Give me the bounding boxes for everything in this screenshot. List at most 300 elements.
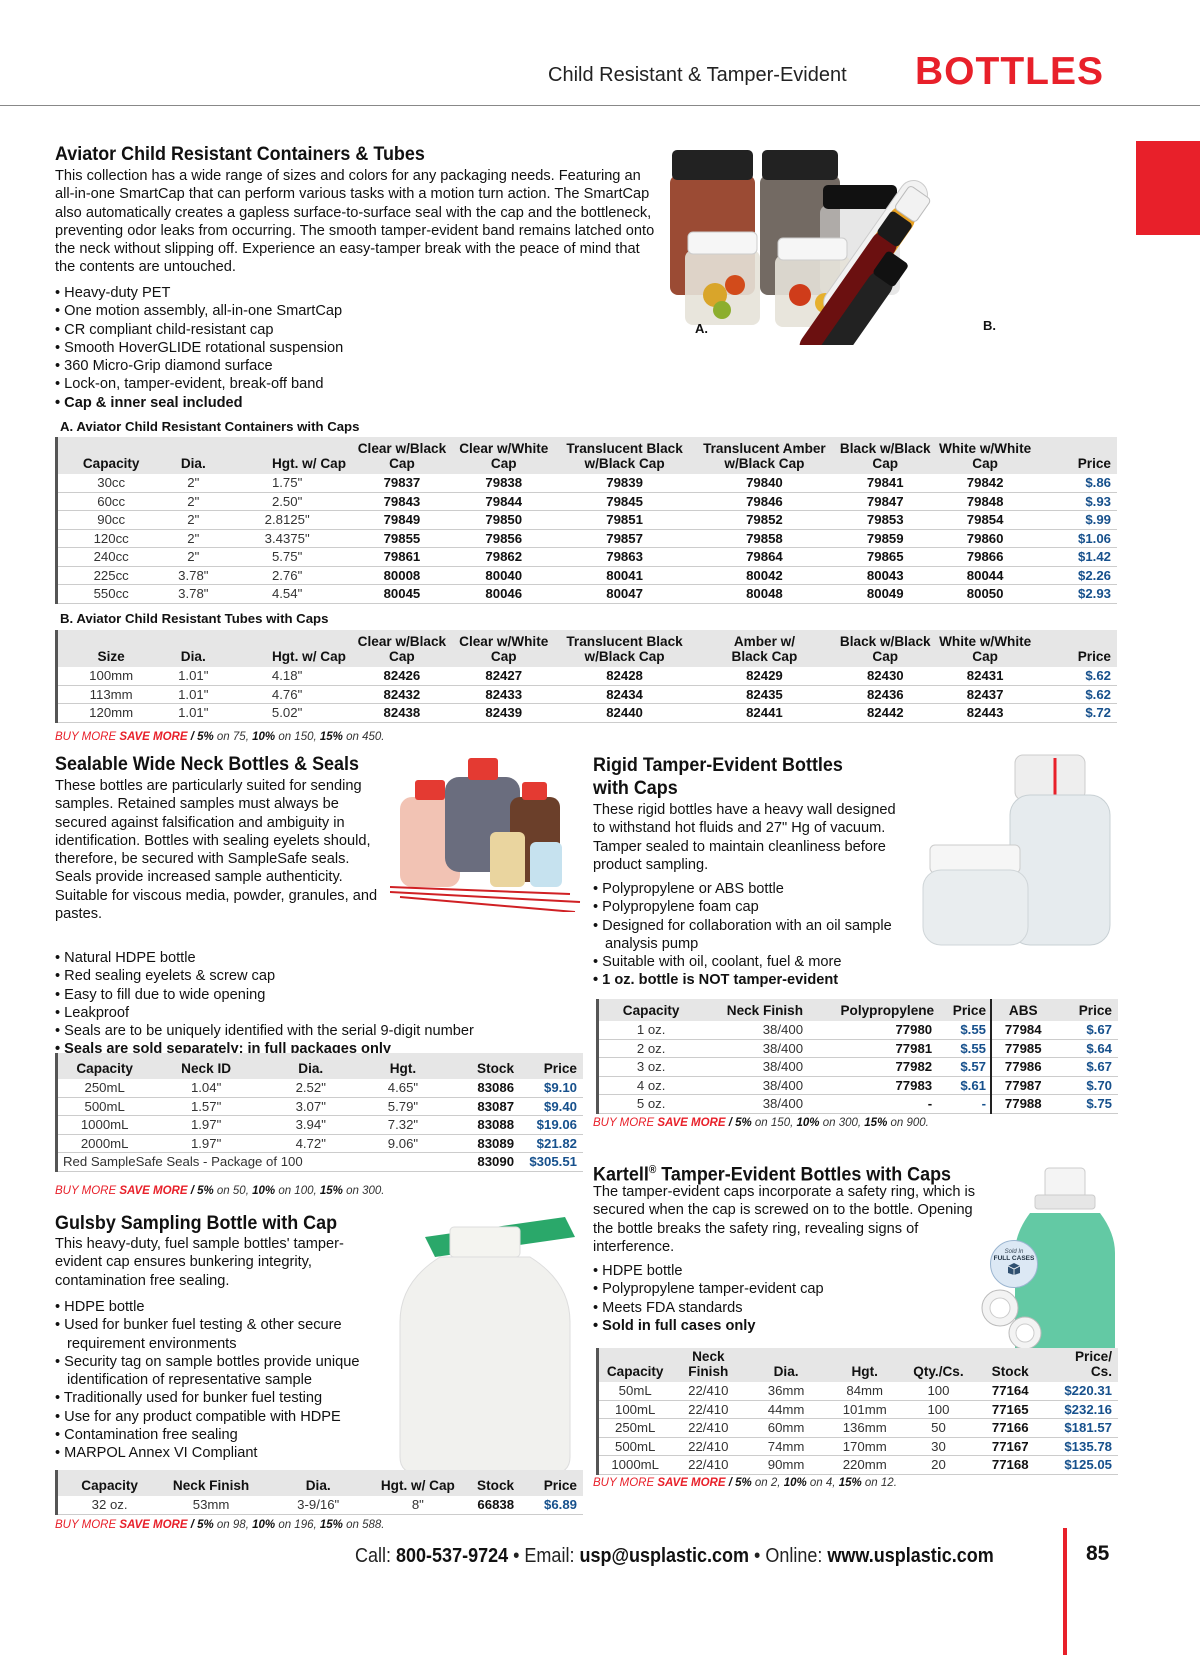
table-cell: 82436: [866, 686, 904, 702]
table-cell: 79855: [383, 530, 421, 546]
table-cell: $2.26: [1077, 567, 1111, 583]
table-cell: 250mL: [84, 1080, 125, 1095]
col-header: Capacity: [81, 1478, 138, 1493]
list-item: • Security tag on sample bottles provide unique identification of representative sample: [55, 1353, 400, 1390]
col-header: Stock: [477, 1478, 515, 1493]
table-cell: 79864: [746, 549, 783, 564]
table-cell: 77166: [991, 1420, 1029, 1435]
list-item: • Traditionally used for bunker fuel testing: [55, 1389, 400, 1407]
list-item: • MARPOL Annex VI Compliant: [55, 1444, 400, 1462]
table-cell: 79862: [485, 549, 523, 564]
table-cell: 79840: [746, 475, 783, 490]
table-cell: 7.32": [387, 1117, 419, 1132]
table-cell: 79852: [746, 512, 783, 527]
aviator-tubes-table: [55, 630, 1117, 723]
table-cell: 82432: [383, 686, 421, 702]
table-cell: $19.06: [536, 1117, 577, 1132]
table-cell: 53mm: [192, 1497, 230, 1512]
table-row: [57, 1097, 584, 1116]
table-cell: 79859: [866, 530, 904, 546]
table-cell: 79839: [606, 475, 643, 490]
list-item: • Red sealing eyelets & screw cap: [55, 967, 575, 985]
table-cell: 66838: [477, 1497, 515, 1512]
gulsby-features: [55, 1298, 400, 1463]
list-item: • Leakproof: [55, 1004, 575, 1022]
image-label-b: B.: [983, 318, 996, 333]
table-cell: 90cc: [97, 512, 126, 527]
table-cell: 60mm: [767, 1420, 805, 1435]
table-cell: 225cc: [93, 567, 129, 583]
table-cell: 1.01": [178, 705, 209, 720]
buy-more-note: BUY MORE SAVE MORE / 5% on 50, 10% on 100, 15% on 300.: [55, 1185, 385, 1197]
table-cell: 4.18": [271, 668, 303, 683]
table-cell: 83088: [477, 1117, 515, 1132]
table-cell: 1.97": [190, 1117, 222, 1132]
table-cell: 80040: [485, 567, 523, 583]
table-cell: 77164: [991, 1383, 1029, 1398]
list-item: • Natural HDPE bottle: [55, 949, 575, 967]
table-cell: $125.05: [1064, 1457, 1112, 1472]
col-header: Price/ Cs.: [1074, 1349, 1112, 1379]
col-header: Price: [938, 999, 991, 1021]
table-cell: 79854: [966, 512, 1004, 527]
table-cell: 80050: [966, 586, 1004, 601]
col-header: Hgt.: [851, 1364, 878, 1379]
table-cell: 36mm: [767, 1383, 805, 1398]
table-cell: 38/400: [762, 1096, 804, 1111]
col-header: Clear w/Black Cap: [357, 634, 447, 664]
table-cell: 1.01": [178, 686, 209, 702]
table-cell: 77168: [991, 1457, 1029, 1472]
kartell-description: The tamper-evident caps incorporate a safety ring, which is secured when the cap is screwed on to the bottle. Opening the bottle breaks the safety ring, revealing signs of interference.: [593, 1184, 976, 1255]
table-cell: $2.93: [1077, 586, 1111, 601]
table-cell: 3.78": [178, 567, 209, 583]
table-cell: 1000mL: [611, 1457, 659, 1472]
col-header: Capacity: [82, 456, 140, 471]
table-row: [598, 1095, 1119, 1114]
table-cell: 2 oz.: [636, 1040, 666, 1056]
col-header: White w/White Cap: [939, 441, 1032, 471]
table-cell: 101mm: [842, 1401, 887, 1417]
col-header: Amber w/ Black Cap: [731, 634, 798, 664]
table-cell: 22/410: [688, 1420, 729, 1435]
table-cell: 82440: [606, 705, 643, 720]
table-cell: 38/400: [762, 1077, 804, 1093]
table-cell: 1000mL: [80, 1117, 129, 1132]
full-cases-badge: Sold In FULL CASES: [990, 1240, 1038, 1288]
col-header: Translucent Amber w/Black Cap: [703, 441, 826, 471]
table-cell: 79850: [485, 512, 523, 527]
seal-price: $305.51: [529, 1154, 577, 1169]
col-header: ABS: [1008, 1003, 1038, 1018]
table-cell: -: [927, 1096, 933, 1111]
table-cell: 1.04": [190, 1080, 222, 1095]
table-row: [57, 529, 1118, 548]
table-cell: 82429: [746, 668, 783, 683]
col-header: Black w/Black Cap: [839, 634, 931, 664]
table-cell: $135.78: [1064, 1438, 1112, 1454]
col-header: Price: [543, 1061, 577, 1076]
table-cell: 77983: [895, 1077, 933, 1093]
table-cell: 4 oz.: [636, 1077, 666, 1093]
table-cell: 32 oz.: [91, 1497, 128, 1512]
aviator-title: Aviator Child Resistant Containers & Tubes: [55, 143, 425, 165]
table-cell: 30cc: [97, 475, 126, 490]
table-row: [598, 1039, 1119, 1058]
table-cell: 77986: [1004, 1059, 1042, 1074]
kartell-table: [596, 1348, 1118, 1475]
page-number: 85: [1086, 1542, 1110, 1565]
table-cell: 1.01": [178, 668, 209, 683]
table-row: [57, 667, 1118, 685]
table-cell: 2.8125": [264, 512, 310, 527]
table-row: [57, 511, 1118, 530]
table-cell: 79851: [606, 512, 643, 527]
table-row: [57, 474, 1118, 492]
table-cell: 4.54": [271, 586, 303, 601]
table-cell: 38/400: [762, 1040, 804, 1056]
table-cell: $.75: [1086, 1096, 1112, 1111]
table-cell: $220.31: [1064, 1383, 1112, 1398]
table-cell: 50mL: [618, 1383, 652, 1398]
table-body: [57, 474, 1118, 603]
sealable-features: [55, 949, 575, 1059]
contact-footer: Call: 800-537-9724 • Email: usp@usplastic.com • Online: www.usplastic.com: [355, 1545, 994, 1567]
table-cell: 79846: [746, 493, 783, 509]
col-header: Dia.: [305, 1478, 331, 1493]
table-cell: 83086: [477, 1080, 515, 1095]
col-header: Price: [1077, 456, 1111, 471]
table-cell: $9.40: [543, 1098, 577, 1114]
table-body: [57, 1496, 584, 1514]
sealable-description: These bottles are particularly suited for sending samples. Retained samples must always be secured against falsification and ambiguity in identification. Bottles with sealing eyelets should, therefore, be secured with SampleSafe seals. Seals provide increased sample authenticity. Suitable for viscous media, powder, granules, and pastes.: [55, 778, 378, 923]
col-header: Clear w/White Cap: [459, 634, 549, 664]
table-row: [598, 1058, 1119, 1077]
col-header: Translucent Black w/Black Cap: [566, 441, 683, 471]
table-row: [598, 1076, 1119, 1095]
table-cell: $.99: [1085, 512, 1111, 527]
table-row: [57, 1134, 584, 1153]
col-header: Hgt. w/ Cap: [380, 1478, 455, 1493]
col-header: Dia.: [180, 649, 206, 664]
col-header: Price: [1077, 649, 1111, 664]
col-header: Hgt.: [389, 1061, 417, 1076]
table-cell: 82442: [866, 705, 904, 720]
table-cell: 79843: [383, 493, 421, 509]
table-row: [598, 1021, 1119, 1039]
table-cell: 38/400: [762, 1022, 804, 1037]
col-header: Dia.: [298, 1061, 324, 1076]
table-row: [598, 1437, 1119, 1456]
table-cell: $.72: [1085, 705, 1111, 720]
list-item: • Lock-on, tamper-evident, break-off band: [55, 375, 655, 393]
table-cell: 79866: [966, 549, 1004, 564]
col-header: Black w/Black Cap: [839, 441, 931, 471]
table-cell: $232.16: [1064, 1401, 1112, 1417]
table-cell: 113mm: [89, 686, 133, 702]
list-item: • One motion assembly, all-in-one SmartCap: [55, 302, 655, 320]
col-header: White w/White Cap: [939, 634, 1032, 664]
table-row: [57, 492, 1118, 511]
table-cell: 5.79": [387, 1098, 419, 1114]
table-cell: 82428: [606, 668, 643, 683]
seal-label: Red SampleSafe Seals - Package of 100: [63, 1154, 303, 1169]
col-header: Capacity: [622, 1003, 680, 1018]
section-subtitle: Child Resistant & Tamper-Evident: [548, 64, 847, 86]
table-cell: 22/410: [688, 1383, 729, 1398]
table-cell: 3.78": [178, 586, 209, 601]
table-cell: 77984: [1004, 1022, 1042, 1037]
table-cell: 77165: [991, 1401, 1029, 1417]
table-row: [598, 1382, 1119, 1400]
table-cell: 79842: [966, 475, 1004, 490]
table-cell: 4.65": [387, 1080, 419, 1095]
table-cell: 4.72": [295, 1135, 326, 1151]
list-item: • Designed for collaboration with an oil sample analysis pump: [593, 917, 893, 954]
gulsby-table: [55, 1470, 583, 1515]
table-cell: 220mm: [842, 1457, 887, 1472]
table-cell: 38/400: [762, 1059, 804, 1074]
image-label-a: A.: [695, 321, 708, 336]
table-cell: 80008: [383, 567, 421, 583]
table-cell: 2": [187, 530, 200, 546]
table-cell: 79863: [606, 549, 643, 564]
table-cell: 83089: [477, 1135, 515, 1151]
table-cell: 2": [187, 512, 200, 527]
table-cell: 82438: [383, 705, 421, 720]
table-cell: 82431: [966, 668, 1004, 683]
list-item: • Contamination free sealing: [55, 1426, 400, 1444]
table-cell: 30: [931, 1438, 946, 1454]
table-cell: $181.57: [1064, 1420, 1112, 1435]
table-cell: 136mm: [842, 1420, 887, 1435]
rigid-table: [596, 999, 1118, 1114]
table-cell: 80042: [746, 567, 783, 583]
table-cell: 2.52": [295, 1080, 326, 1095]
table-cell: 80049: [866, 586, 904, 601]
col-header: Size: [97, 649, 125, 664]
table-cell: 1.75": [271, 475, 303, 490]
sealable-product-image: [390, 752, 590, 912]
list-item: • Used for bunker fuel testing & other secure requirement environments: [55, 1316, 400, 1353]
table-cell: 79860: [966, 530, 1004, 546]
table-cell: 2.76": [271, 567, 303, 583]
kartell-title: Kartell® Tamper-Evident Bottles with Caps: [593, 1163, 952, 1186]
table-cell: 80043: [866, 567, 904, 583]
table-cell: 20: [931, 1457, 946, 1472]
list-item: • Polypropylene tamper-evident cap: [593, 1280, 923, 1298]
table-body: [598, 1382, 1119, 1474]
table-cell: 82443: [966, 705, 1004, 720]
table-cell: 77985: [1004, 1040, 1042, 1056]
table-row: [57, 1153, 584, 1172]
table-cell: 79837: [383, 475, 421, 490]
list-item: • Suitable with oil, coolant, fuel & more: [593, 953, 893, 971]
section-tab: [1136, 141, 1200, 235]
table-cell: $.55: [938, 1039, 991, 1058]
col-header: Neck Finish: [688, 1349, 729, 1379]
table-cell: 2000mL: [80, 1135, 129, 1151]
table-cell: $1.06: [1077, 530, 1111, 546]
phone-link[interactable]: 800-537-9724: [396, 1545, 509, 1567]
table-cell: 120cc: [93, 530, 129, 546]
table-cell: $6.89: [543, 1497, 577, 1512]
table-cell: 82427: [485, 668, 523, 683]
table-cell: 77167: [991, 1438, 1029, 1454]
table-cell: 79838: [485, 475, 523, 490]
table-cell: 82434: [606, 686, 643, 702]
col-header: Capacity: [76, 1061, 133, 1076]
table-cell: $.67: [1086, 1059, 1112, 1074]
table-cell: 82430: [866, 668, 904, 683]
table-cell: 2.50": [271, 493, 303, 509]
table-cell: 1.97": [190, 1135, 222, 1151]
table-cell: 79861: [383, 549, 421, 564]
list-item: • Sold in full cases only: [593, 1317, 923, 1335]
table-cell: 9.06": [387, 1135, 419, 1151]
table-cell: 84mm: [846, 1383, 884, 1398]
col-header: Hgt. w/ Cap: [271, 649, 346, 664]
table-cell: 2": [187, 493, 200, 509]
email-link[interactable]: usp@usplastic.com: [579, 1545, 750, 1567]
table-cell: $.70: [1086, 1077, 1112, 1093]
table-cell: 74mm: [767, 1438, 805, 1454]
table-row: [598, 1400, 1119, 1419]
col-header: Dia.: [773, 1364, 799, 1379]
gulsby-description: This heavy-duty, fuel sample bottles' tamper-evident cap ensures bunkering integrity, contamination free sealing.: [55, 1236, 344, 1289]
table-a-caption: A. Aviator Child Resistant Containers with Caps: [60, 419, 360, 434]
aviator-description: This collection has a wide range of sizes and colors for any packaging needs. Featuring an all-in-one SmartCap that can perform various tasks with a motion turn action. The SmartCap also automatically creates a gapless surface-to-surface seal with the cap and the bottleneck, preventing odor leaks from occurring. The smooth tamper-evident band remains latched onto the neck without slipping off. Experience an easy-tamper break with the peace of mind that the contents are untouched.: [55, 168, 655, 276]
table-row: [57, 548, 1118, 567]
kartell-features: [593, 1262, 923, 1335]
list-item: • HDPE bottle: [593, 1262, 923, 1280]
table-cell: 79844: [485, 493, 523, 509]
table-cell: 79857: [606, 530, 643, 546]
list-item: • HDPE bottle: [55, 1298, 400, 1316]
table-cell: 550cc: [93, 586, 129, 601]
list-item: • Use for any product compatible with HDPE: [55, 1408, 400, 1426]
buy-more-note: BUY MORE SAVE MORE / 5% on 98, 10% on 196, 15% on 588.: [55, 1519, 385, 1531]
seal-stock: 83090: [477, 1154, 515, 1169]
list-item: • Seals are sold separately; in full packages only: [55, 1040, 575, 1058]
table-b-caption: B. Aviator Child Resistant Tubes with Caps: [60, 611, 329, 626]
list-item: • 1 oz. bottle is NOT tamper-evident: [593, 971, 893, 989]
table-cell: 2": [187, 475, 200, 490]
sealable-table: [55, 1053, 583, 1172]
table-cell: 22/410: [688, 1457, 729, 1472]
table-cell: 22/410: [688, 1401, 729, 1417]
table-cell: 80047: [606, 586, 643, 601]
table-body: [57, 667, 1118, 722]
list-item: • Easy to fill due to wide opening: [55, 986, 575, 1004]
table-cell: 90mm: [767, 1457, 805, 1472]
website-link[interactable]: www.usplastic.com: [827, 1545, 994, 1567]
table-cell: 79845: [606, 493, 643, 509]
table-cell: 2": [187, 549, 200, 564]
list-item: • Polypropylene foam cap: [593, 898, 893, 916]
buy-more-note: BUY MORE SAVE MORE / 5% on 150, 10% on 300, 15% on 900.: [593, 1117, 929, 1129]
table-cell: 120mm: [89, 705, 134, 720]
table-cell: 80046: [485, 586, 523, 601]
table-cell: $.62: [1085, 686, 1111, 702]
table-cell: 22/410: [688, 1438, 729, 1454]
table-cell: 44mm: [767, 1401, 805, 1417]
table-cell: 250mL: [615, 1420, 656, 1435]
table-cell: 3-9/16": [297, 1497, 340, 1512]
table-cell: 500mL: [84, 1098, 125, 1114]
list-item: • Seals are to be uniquely identified with the serial 9-digit number: [55, 1022, 575, 1040]
col-header: Qty./Cs.: [913, 1364, 964, 1379]
table-cell: 82437: [966, 686, 1004, 702]
col-header: Translucent Black w/Black Cap: [566, 634, 683, 664]
table-cell: $1.42: [1077, 549, 1111, 564]
table-cell: 79849: [383, 512, 421, 527]
table-cell: 5 oz.: [636, 1096, 666, 1111]
buy-more-note: BUY MORE SAVE MORE / 5% on 2, 10% on 4, 15% on 12.: [593, 1477, 897, 1489]
table-cell: 5.75": [271, 549, 303, 564]
table-cell: 100mL: [615, 1401, 656, 1417]
table-cell: 4.76": [271, 686, 303, 702]
col-header: Clear w/Black Cap: [357, 441, 447, 471]
col-header: Neck Finish: [172, 1478, 250, 1493]
table-cell: 100: [927, 1401, 950, 1417]
table-cell: 79853: [866, 512, 904, 527]
table-body: [598, 1021, 1119, 1113]
list-item: • Heavy-duty PET: [55, 284, 655, 302]
rigid-title: Rigid Tamper-Evident Bottles: [593, 754, 843, 776]
rigid-product-image: [915, 750, 1125, 950]
table-cell: 77980: [895, 1022, 933, 1037]
table-cell: $.62: [1085, 668, 1111, 683]
table-row: [57, 704, 1118, 723]
table-row: [598, 1419, 1119, 1438]
table-cell: 3 oz.: [636, 1059, 666, 1074]
page-title: BOTTLES: [915, 50, 1104, 93]
table-cell: 82433: [485, 686, 523, 702]
list-item: • Meets FDA standards: [593, 1299, 923, 1317]
table-cell: 80048: [746, 586, 783, 601]
table-cell: 79848: [966, 493, 1004, 509]
table-cell: 79847: [866, 493, 904, 509]
col-header: Stock: [991, 1364, 1029, 1379]
table-cell: $9.10: [543, 1080, 577, 1095]
col-header: Polypropylene: [840, 1003, 935, 1018]
aviator-containers-table: [55, 437, 1117, 604]
col-header: Hgt. w/ Cap: [271, 456, 346, 471]
table-cell: 79841: [866, 475, 904, 490]
list-item: • 360 Micro-Grip diamond surface: [55, 357, 655, 375]
table-cell: 80044: [966, 567, 1004, 583]
footer-divider: [1063, 1528, 1067, 1655]
aviator-features: [55, 284, 655, 412]
rigid-title-line2: with Caps: [593, 777, 678, 799]
list-item: • Smooth HoverGLIDE rotational suspension: [55, 339, 655, 357]
table-cell: 80041: [606, 567, 643, 583]
table-cell: 77988: [1004, 1096, 1042, 1111]
rigid-description: These rigid bottles have a heavy wall designed to withstand hot fluids and 27" Hg of vacuum. Tamper sealed to maintain cleanliness before product sampling.: [593, 802, 896, 873]
table-cell: 79856: [485, 530, 523, 546]
table-body: [57, 1079, 584, 1153]
col-header: Clear w/White Cap: [459, 441, 549, 471]
table-cell: 82426: [383, 668, 421, 683]
sealable-title: Sealable Wide Neck Bottles & Seals: [55, 753, 359, 775]
table-cell: 82441: [746, 705, 783, 720]
table-cell: 1.57": [190, 1098, 222, 1114]
table-row: [598, 1456, 1119, 1475]
table-cell: $.61: [938, 1076, 991, 1095]
gulsby-title: Gulsby Sampling Bottle with Cap: [55, 1212, 338, 1234]
table-cell: $.55: [938, 1021, 991, 1039]
